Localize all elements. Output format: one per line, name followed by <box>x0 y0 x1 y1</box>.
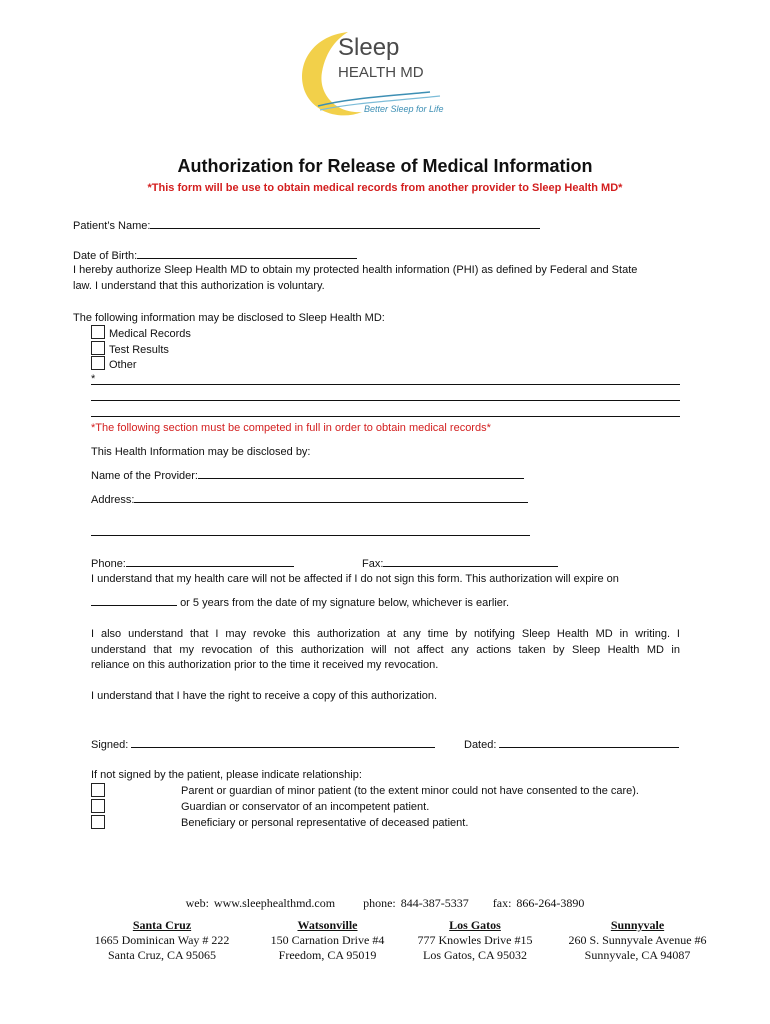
office-citystate: Sunnyvale, CA 94087 <box>584 948 691 962</box>
office-city: Sunnyvale <box>610 918 665 932</box>
expire-text-2: or 5 years from the date of my signature below, whichever is earlier. <box>180 597 509 609</box>
office-street: 260 S. Sunnyvale Avenue #6 <box>568 933 707 947</box>
expire-row <box>91 595 509 610</box>
logo <box>290 28 465 123</box>
office-city: Santa Cruz <box>132 918 192 932</box>
provider-name-row <box>91 468 524 483</box>
office-citystate: Santa Cruz, CA 95065 <box>108 948 216 962</box>
dated-row <box>464 737 679 752</box>
office-citystate: Los Gatos, CA 95032 <box>422 948 527 962</box>
office-city: Los Gatos <box>449 918 501 932</box>
address-line-2[interactable] <box>91 535 530 536</box>
relationship-beneficiary-label: Beneficiary or personal representative of deceased patient. <box>181 817 469 829</box>
dob-field[interactable] <box>137 248 357 259</box>
address-row <box>91 492 528 507</box>
address-label: Address: <box>91 494 135 506</box>
revoke-text-2: understand that my revocation of this authorization will not affect any actions taken by Sleep Health MD in <box>91 644 680 656</box>
relationship-guardian-label: Guardian or conservator of an incompetent patient. <box>181 801 430 813</box>
office-sunnyvale <box>550 918 725 963</box>
other-checkbox[interactable] <box>91 356 105 370</box>
office-street: 1665 Dominican Way # 222 <box>94 933 230 947</box>
other-details-line-1[interactable] <box>91 384 680 385</box>
relationship-intro: If not signed by the patient, please indicate relationship: <box>91 769 362 781</box>
office-city: Watsonville <box>297 918 358 932</box>
authorization-text-1: I hereby authorize Sleep Health MD to obtain my protected health information (PHI) as defined by Federal and State <box>73 264 638 276</box>
signed-label: Signed: <box>91 739 129 751</box>
footer-phone: phone: 844-387-5337 <box>363 896 469 910</box>
dated-field[interactable] <box>499 737 679 748</box>
dated-label: Dated: <box>464 739 497 751</box>
other-details-line-3[interactable] <box>91 416 680 417</box>
expire-date-field[interactable] <box>91 595 177 606</box>
relationship-parent-label: Parent or guardian of minor patient (to the extent minor could not have consented to the care). <box>181 785 639 797</box>
provider-name-field[interactable] <box>198 468 524 479</box>
copy-text: I understand that I have the right to receive a copy of this authorization. <box>91 690 438 702</box>
asterisk: * <box>91 373 96 385</box>
patient-name-label: Patient’s Name: <box>73 220 151 232</box>
provider-name-label: Name of the Provider: <box>91 470 198 482</box>
footer-contact <box>0 896 770 911</box>
test-results-checkbox[interactable] <box>91 341 105 355</box>
address-field[interactable] <box>134 492 528 503</box>
office-santa-cruz <box>82 918 242 963</box>
signature-field[interactable] <box>131 737 435 748</box>
logo-tagline: Better Sleep for Life <box>364 104 444 114</box>
other-details-line-2[interactable] <box>91 400 680 401</box>
revoke-text-1: I also understand that I may revoke this authorization at any time by notifying Sleep Health MD in writing. I <box>91 628 680 640</box>
relationship-beneficiary-checkbox[interactable] <box>91 815 105 829</box>
fax-row <box>362 556 558 571</box>
office-street: 150 Carnation Drive #4 <box>270 933 385 947</box>
footer-fax: fax: 866-264-3890 <box>492 896 585 910</box>
phone-label: Phone: <box>91 558 126 570</box>
office-street: 777 Knowles Drive #15 <box>417 933 533 947</box>
phone-row <box>91 556 294 571</box>
relationship-guardian-checkbox[interactable] <box>91 799 105 813</box>
footer-web: web: www.sleephealthmd.com <box>185 896 336 910</box>
disclosed-by-label: This Health Information may be disclosed by: <box>91 446 311 458</box>
other-label: Other <box>109 359 137 371</box>
fax-field[interactable] <box>383 556 558 567</box>
medical-records-label: Medical Records <box>109 328 191 340</box>
logo-word-sleep: Sleep <box>338 34 400 61</box>
relationship-parent-checkbox[interactable] <box>91 783 105 797</box>
expire-text: I understand that my health care will not be affected if I do not sign this form. This authorization will expire on <box>91 573 619 585</box>
form-purpose-note: *This form will be use to obtain medical records from another provider to Sleep Health MD* <box>147 182 623 194</box>
signed-row <box>91 737 435 752</box>
office-los-gatos <box>405 918 545 963</box>
authorization-text-2: law. I understand that this authorization is voluntary. <box>73 280 325 292</box>
medical-records-checkbox[interactable] <box>91 325 105 339</box>
page-title: Authorization for Release of Medical Information <box>177 156 593 176</box>
fax-label: Fax: <box>362 558 384 570</box>
test-results-label: Test Results <box>109 344 169 356</box>
patient-name-field[interactable] <box>150 218 540 229</box>
required-section-note: *The following section must be competed in full in order to obtain medical records* <box>91 422 491 434</box>
revoke-text-3: reliance on this authorization prior to the time it received my revocation. <box>91 659 439 671</box>
dob-row <box>73 248 357 263</box>
dob-label: Date of Birth: <box>73 250 138 262</box>
phone-field[interactable] <box>126 556 294 567</box>
office-citystate: Freedom, CA 95019 <box>278 948 377 962</box>
logo-word-health: HEALTH MD <box>338 64 424 81</box>
disclose-intro: The following information may be disclosed to Sleep Health MD: <box>73 312 385 324</box>
patient-name-row <box>73 218 540 233</box>
office-watsonville <box>255 918 400 963</box>
